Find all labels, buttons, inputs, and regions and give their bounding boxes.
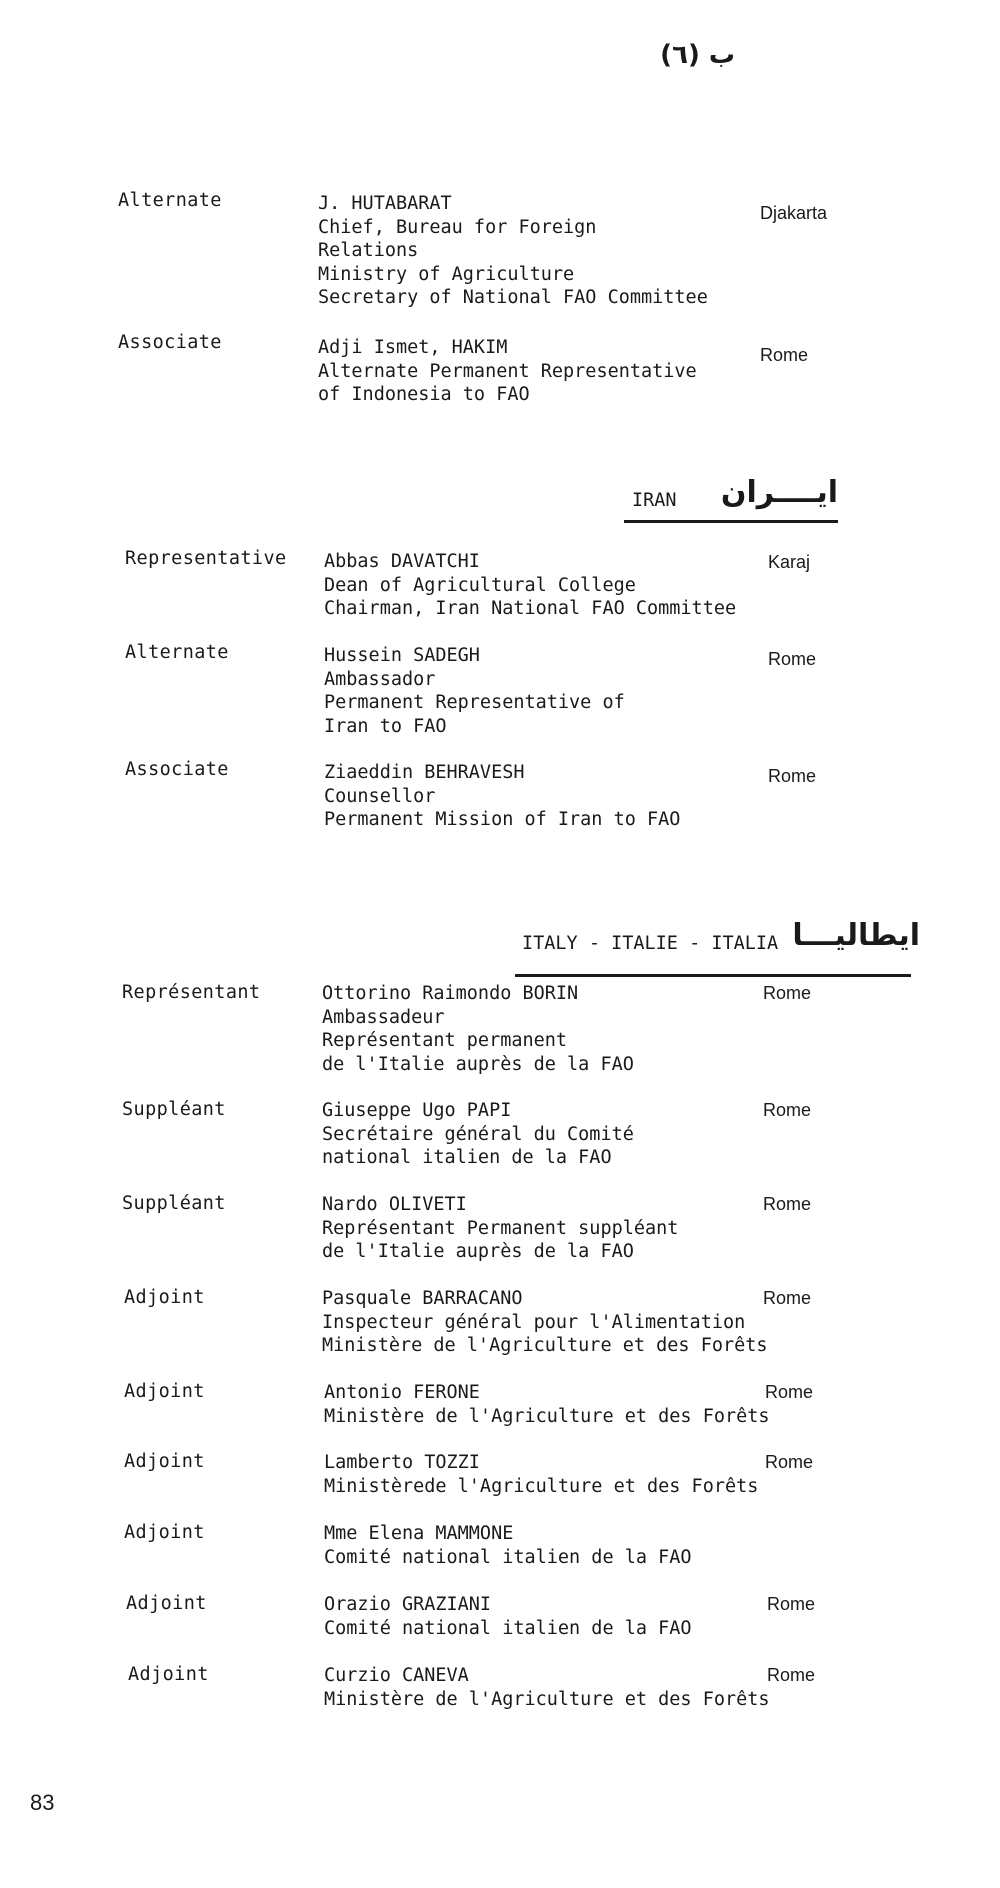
country-heading: IRAN (632, 490, 677, 511)
entry-line: Relations (318, 240, 419, 261)
entry-line: Orazio GRAZIANI (324, 1594, 492, 1615)
entry-line: Représentant Permanent suppléant (322, 1217, 679, 1239)
entry-line: Iran to FAO (324, 715, 447, 737)
entry-line: Alternate Permanent Representative (318, 360, 697, 382)
entry-city: Rome (768, 649, 817, 669)
entry-line: national italien de la FAO (322, 1147, 612, 1168)
entry-role: Adjoint (124, 1287, 205, 1308)
entry-line: Mme Elena MAMMONE (324, 1523, 514, 1544)
entry-line: Abbas DAVATCHI (324, 551, 480, 572)
top-marker: ب (٦) (660, 40, 735, 70)
entry-line: Ziaeddin BEHRAVESH (324, 762, 525, 783)
entry-details (318, 336, 697, 407)
entry-line: Hussein SADEGH (324, 645, 480, 666)
entry-city: Karaj (768, 552, 811, 572)
entry-line: Ambassadeur (322, 1006, 445, 1028)
entry-details (324, 644, 625, 738)
entry-role: Adjoint (126, 1593, 207, 1614)
entry-line: Antonio FERONE (324, 1382, 480, 1403)
entry-line: Adji Ismet, HAKIM (318, 337, 508, 358)
country-heading: ITALY - ITALIE - ITALIA (522, 933, 779, 954)
entry-city: Rome (767, 1594, 816, 1614)
entry-details (322, 1193, 678, 1264)
entry-role: Adjoint (128, 1664, 209, 1685)
entry-line: Counsellor (324, 785, 436, 807)
country-heading-arabic: ايطاليـــا (792, 918, 920, 953)
entry-line: Comité national italien de la FAO (324, 1546, 692, 1568)
entry-city: Djakarta (760, 203, 828, 223)
entry-line: Ministère de l'Agriculture et des Forêts (324, 1405, 770, 1427)
heading-underline (515, 974, 911, 977)
entry-line: Ministère de l'Agriculture et des Forêts (322, 1335, 768, 1356)
entry-details (322, 982, 634, 1076)
entry-line: Ambassador (324, 668, 436, 690)
entry-details (322, 1287, 768, 1358)
entry-line: Lamberto TOZZI (324, 1452, 480, 1473)
entry-city: Rome (763, 1100, 812, 1120)
entry-line: Ministry of Agriculture (318, 263, 575, 285)
entry-details (322, 1099, 634, 1170)
entry-line: de l'Italie auprès de la FAO (322, 1053, 634, 1075)
entry-details (324, 550, 736, 621)
entry-line: Secrétaire général du Comité (322, 1123, 634, 1145)
entry-line: de l'Italie auprès de la FAO (322, 1241, 634, 1262)
entry-city: Rome (763, 1288, 812, 1308)
entry-role: Suppléant (122, 1099, 226, 1120)
entry-line: Chief, Bureau for Foreign (318, 216, 597, 238)
entry-line: of Indonesia to FAO (318, 384, 530, 405)
entry-role: Adjoint (124, 1381, 205, 1402)
entry-role: Suppléant (122, 1193, 226, 1214)
entry-city: Rome (765, 1452, 814, 1472)
entry-line: Inspecteur général pour l'Alimentation (322, 1311, 746, 1333)
entry-city: Rome (767, 1665, 816, 1685)
entry-line: Comité national italien de la FAO (324, 1617, 692, 1639)
entry-details (324, 1451, 758, 1498)
country-heading-arabic: ايــــران (720, 475, 838, 510)
entry-details (318, 192, 708, 310)
entry-role: Associate (125, 759, 229, 780)
entry-role: Représentant (122, 982, 261, 1003)
entry-details (324, 1593, 692, 1640)
entry-line: Ministèrede l'Agriculture et des Forêts (324, 1475, 759, 1497)
entry-line: Représentant permanent (322, 1030, 568, 1051)
entry-line: Pasquale BARRACANO (322, 1288, 523, 1309)
entry-line: Permanent Representative of (324, 692, 625, 713)
entry-role: Adjoint (124, 1451, 205, 1472)
entry-line: Ministère de l'Agriculture et des Forêts (324, 1688, 770, 1710)
entry-line: Secretary of National FAO Committee (318, 287, 708, 308)
entry-line: Permanent Mission of Iran to FAO (324, 809, 681, 830)
entry-role: Alternate (125, 642, 229, 663)
entry-line: J. HUTABARAT (318, 193, 452, 214)
entry-details (324, 761, 680, 832)
entry-line: Giuseppe Ugo PAPI (322, 1100, 512, 1121)
entry-city: Rome (765, 1382, 814, 1402)
page-number: 83 (30, 1790, 55, 1815)
heading-underline (624, 520, 838, 523)
entry-details (324, 1381, 770, 1428)
entry-line: Ottorino Raimondo BORIN (322, 983, 579, 1004)
entry-city: Rome (768, 766, 817, 786)
entry-line: Nardo OLIVETI (322, 1194, 467, 1215)
entry-role: Adjoint (124, 1522, 205, 1543)
entry-role: Representative (125, 548, 287, 569)
entry-role: Associate (118, 332, 222, 353)
entry-city: Rome (760, 345, 809, 365)
entry-role: Alternate (118, 190, 222, 211)
entry-details (324, 1522, 692, 1569)
entry-city: Rome (763, 983, 812, 1003)
entry-line: Dean of Agricultural College (324, 574, 636, 596)
entry-line: Curzio CANEVA (324, 1665, 469, 1686)
entry-details (324, 1664, 770, 1711)
entry-city: Rome (763, 1194, 812, 1214)
entry-line: Chairman, Iran National FAO Committee (324, 598, 737, 619)
